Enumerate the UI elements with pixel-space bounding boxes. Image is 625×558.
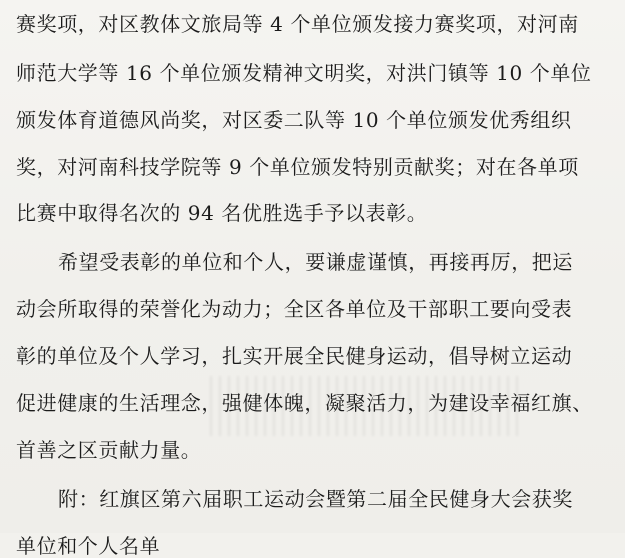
attachment-line: 单位和个人名单 bbox=[16, 534, 161, 558]
paragraph-line: 师范大学等 16 个单位颁发精神文明奖，对洪门镇等 10 个单位 bbox=[16, 61, 592, 85]
paragraph-line: 颁发体育道德风尚奖，对区委二队等 10 个单位颁发优秀组织 bbox=[16, 108, 572, 132]
paragraph-line: 促进健康的生活理念，强健体魄，凝聚活力，为建设幸福红旗、 bbox=[16, 391, 593, 415]
paragraph-line: 比赛中取得名次的 94 名优胜选手予以表彰。 bbox=[16, 201, 428, 225]
paragraph-line: 动会所取得的荣誉化为动力；全区各单位及干部职工要向受表 bbox=[16, 297, 573, 321]
paragraph-line: 彰的单位及个人学习，扎实开展全民健身运动，倡导树立运动 bbox=[16, 344, 573, 368]
paragraph-line: 赛奖项，对区教体文旅局等 4 个单位颁发接力赛奖项，对河南 bbox=[16, 12, 579, 36]
paragraph-line: 首善之区贡献力量。 bbox=[16, 438, 202, 462]
paragraph-line: 希望受表彰的单位和个人，要谦虚谨慎，再接再厉，把运 bbox=[58, 250, 573, 274]
paragraph-line: 奖，对河南科技学院等 9 个单位颁发特别贡献奖；对在各单项 bbox=[16, 155, 579, 179]
attachment-line: 附：红旗区第六届职工运动会暨第二届全民健身大会获奖 bbox=[58, 487, 573, 511]
